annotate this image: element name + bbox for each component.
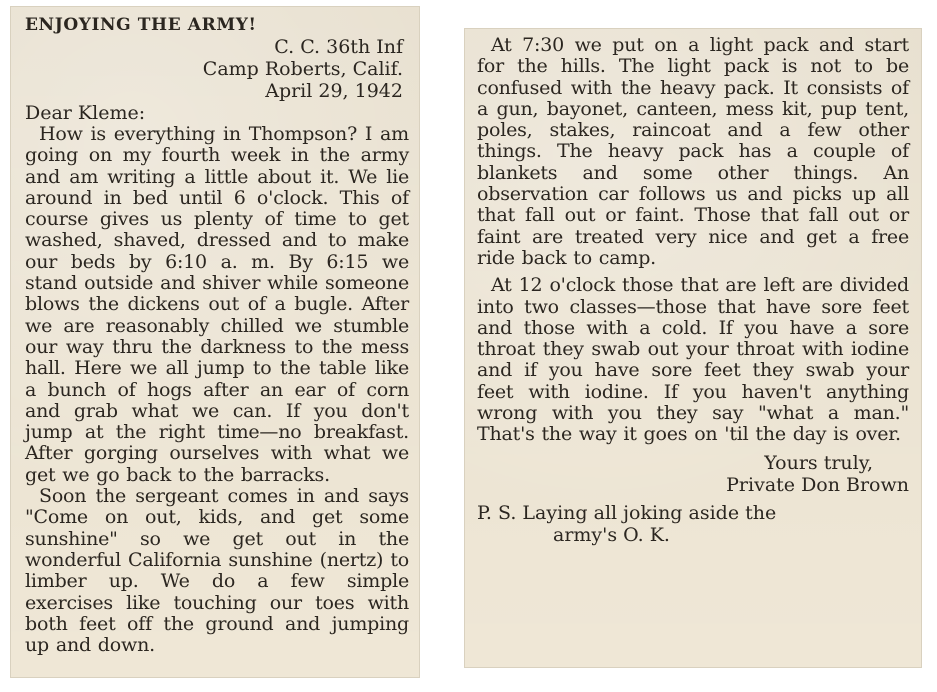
signature: Private Don Brown [726, 473, 909, 496]
left-clipping [10, 6, 420, 678]
postscript-line-2: army's O. K. [553, 523, 670, 546]
header-date: April 29, 1942 [265, 80, 403, 102]
right-clipping [464, 28, 922, 668]
header-place: Camp Roberts, Calif. [202, 58, 403, 80]
postscript-line-1: P. S. Laying all joking aside the [477, 501, 777, 524]
paragraph-4: At 12 o'clock those that are left are divided into two classes—those that have sore feet and those with a cold. If you have a sore throat they swab out your throat with iodine and if you have sore feet they swab your feet with iodine. If you haven't anything wrong with you they say "what a man." That's the way it goes on 'til the day is over. [477, 274, 909, 446]
headline: ENJOYING THE ARMY! [25, 15, 257, 35]
paragraph-3: At 7:30 we put on a light pack and start for the hills. The light pack is not to be confused with the heavy pack. It consists of a gun, bayonet, canteen, mess kit, pup tent, poles, stakes, raincoat and a few other things. The heavy pack has a couple of blankets and some other things. An observation car follows us and picks up all that fall out or faint. Those that fall out or faint are treated very nice and get a free ride back to camp. [477, 34, 909, 269]
header-unit: C. C. 36th Inf [274, 36, 403, 58]
paragraph-2: Soon the sergeant comes in and says "Come on out, kids, and get some sunshine" so we get out in the wonderful California sunshine (nertz) to limber up. We do a few simple exercises like touching our toes with both feet off the ground and jumping up and down. [25, 485, 409, 657]
paragraph-1: How is everything in Thompson? I am going on my fourth week in the army and am writing a little about it. We lie around in bed until 6 o'clock. This of course gives us plenty of time to get washed, shaved, dressed and to make our beds by 6:10 a. m. By 6:15 we stand outside and shiver while someone blows the dickens out of a bugle. After we are reasonably chilled we stumble our way thru the darkness to the mess hall. Here we all jump to the table like a bunch of hogs after an ear of corn and grab what we can. If you don't jump at the right time—no breakfast. After gorging ourselves with what we get we go back to the barracks. [25, 123, 409, 486]
salutation: Dear Kleme: [25, 102, 146, 124]
closing: Yours truly, [764, 451, 873, 474]
